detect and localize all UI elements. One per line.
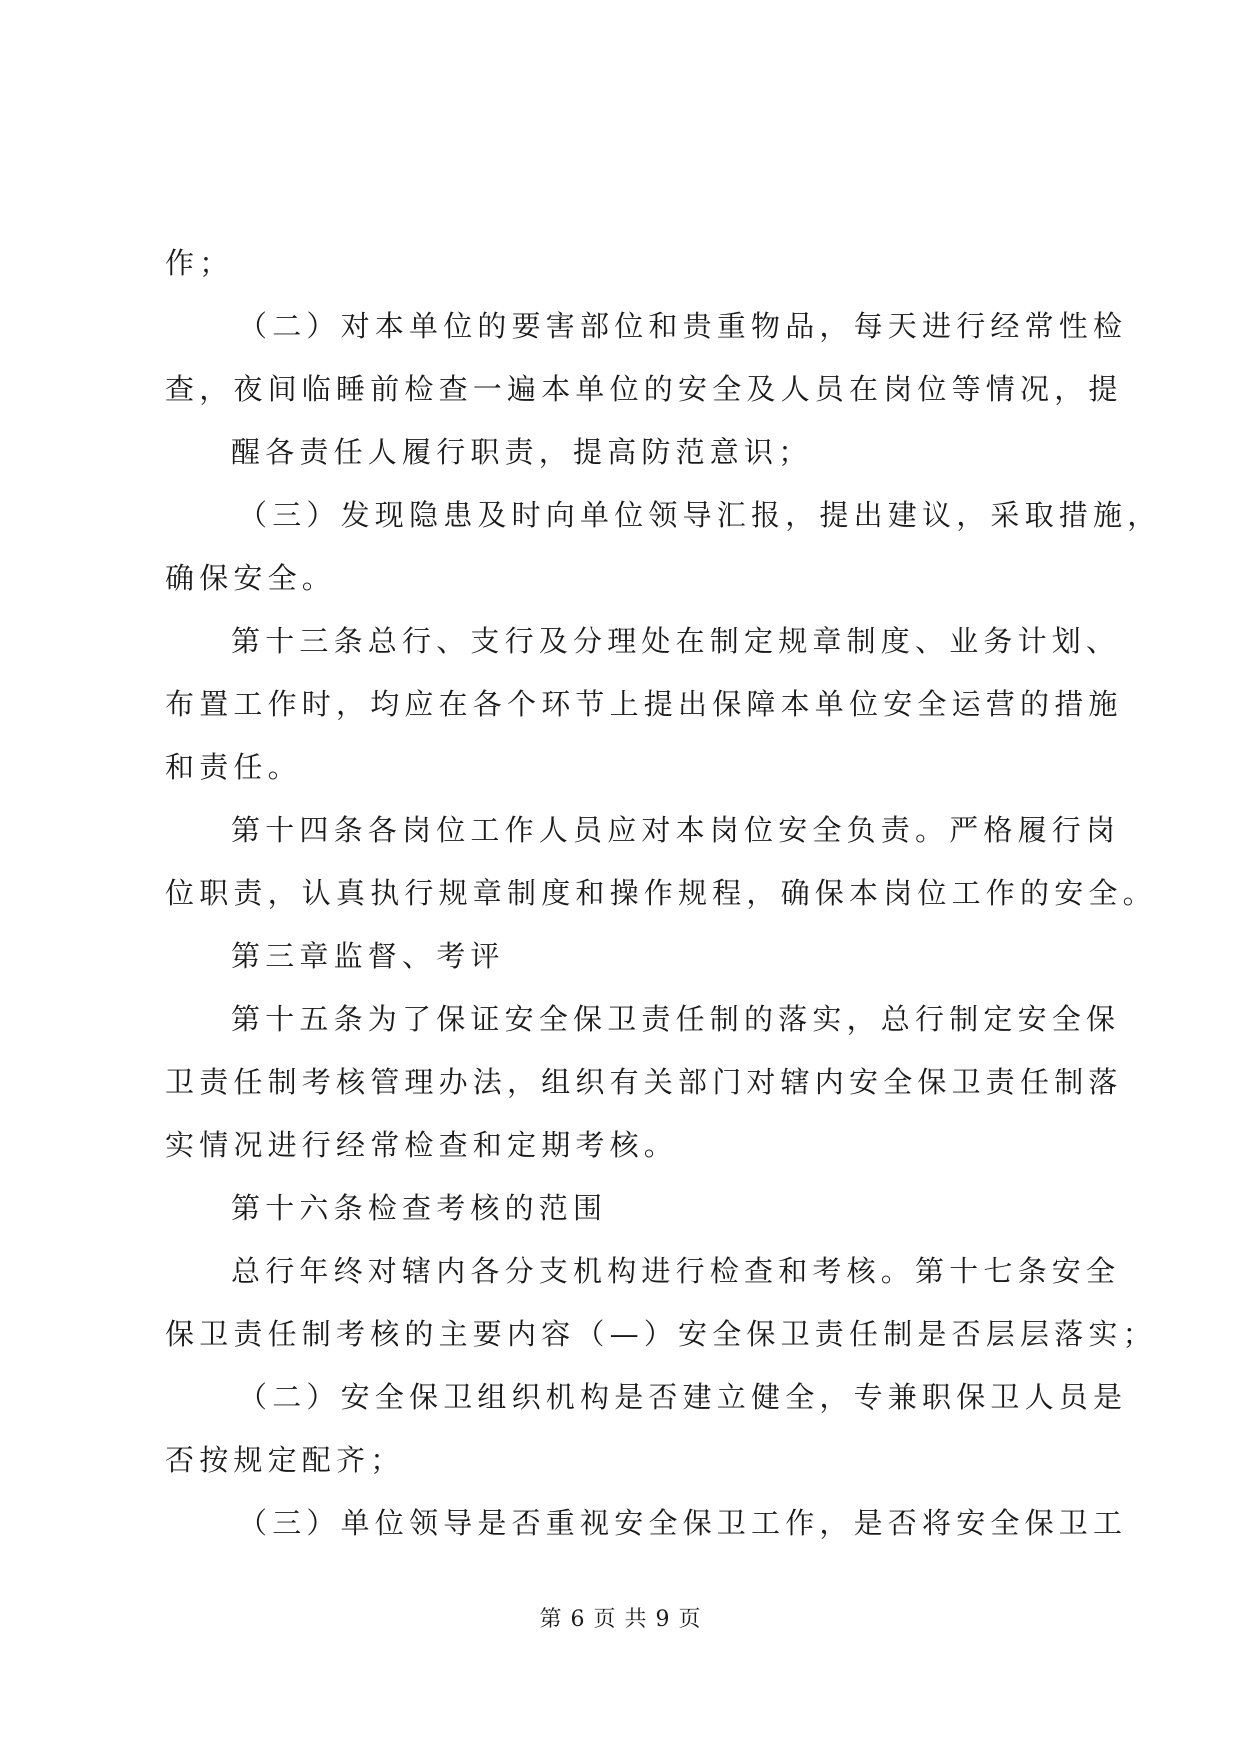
page-footer: 第 6 页 共 9 页 — [539, 1607, 702, 1632]
text-line: 和责任。 — [165, 750, 302, 784]
text-line: 第十四条各岗位工作人员应对本岗位安全负责。严格履行岗 — [231, 813, 1121, 847]
document-body — [165, 232, 1162, 1555]
text-line: 否按规定配齐； — [165, 1443, 405, 1477]
text-line: 实情况进行经常检查和定期考核。 — [165, 1128, 679, 1162]
text-line: 总行年终对辖内各分支机构进行检查和考核。第十七条安全 — [231, 1254, 1121, 1288]
text-line: 卫责任制考核管理办法，组织有关部门对辖内安全保卫责任制落 — [165, 1065, 1123, 1099]
text-line: 第十六条检查考核的范围 — [231, 1191, 608, 1225]
text-line: 第十五条为了保证安全保卫责任制的落实，总行制定安全保 — [231, 1002, 1121, 1036]
text-line: （二）安全保卫组织机构是否建立健全，专兼职保卫人员是 — [238, 1380, 1128, 1414]
text-line: 保卫责任制考核的主要内容（—）安全保卫责任制是否层层落实； — [165, 1317, 1157, 1351]
text-line: 醒各责任人履行职责，提高防范意识； — [231, 435, 813, 469]
text-line: 布置工作时，均应在各个环节上提出保障本单位安全运营的措施 — [165, 687, 1123, 721]
text-line: （三）单位领导是否重视安全保卫工作，是否将安全保卫工 — [238, 1506, 1128, 1540]
text-line: 位职责，认真执行规章制度和操作规程，确保本岗位工作的安全。 — [165, 876, 1157, 910]
text-line: （二）对本单位的要害部位和贵重物品，每天进行经常性检 — [238, 309, 1128, 343]
text-line: 作； — [165, 246, 234, 280]
text-line: 第十三条总行、支行及分理处在制定规章制度、业务计划、 — [231, 624, 1121, 658]
text-line: 第三章监督、考评 — [231, 939, 505, 973]
text-line: 确保安全。 — [165, 561, 337, 595]
text-line: 查，夜间临睡前检查一遍本单位的安全及人员在岗位等情况，提 — [165, 372, 1123, 406]
text-line: （三）发现隐患及时向单位领导汇报，提出建议，采取措施， — [238, 498, 1162, 532]
